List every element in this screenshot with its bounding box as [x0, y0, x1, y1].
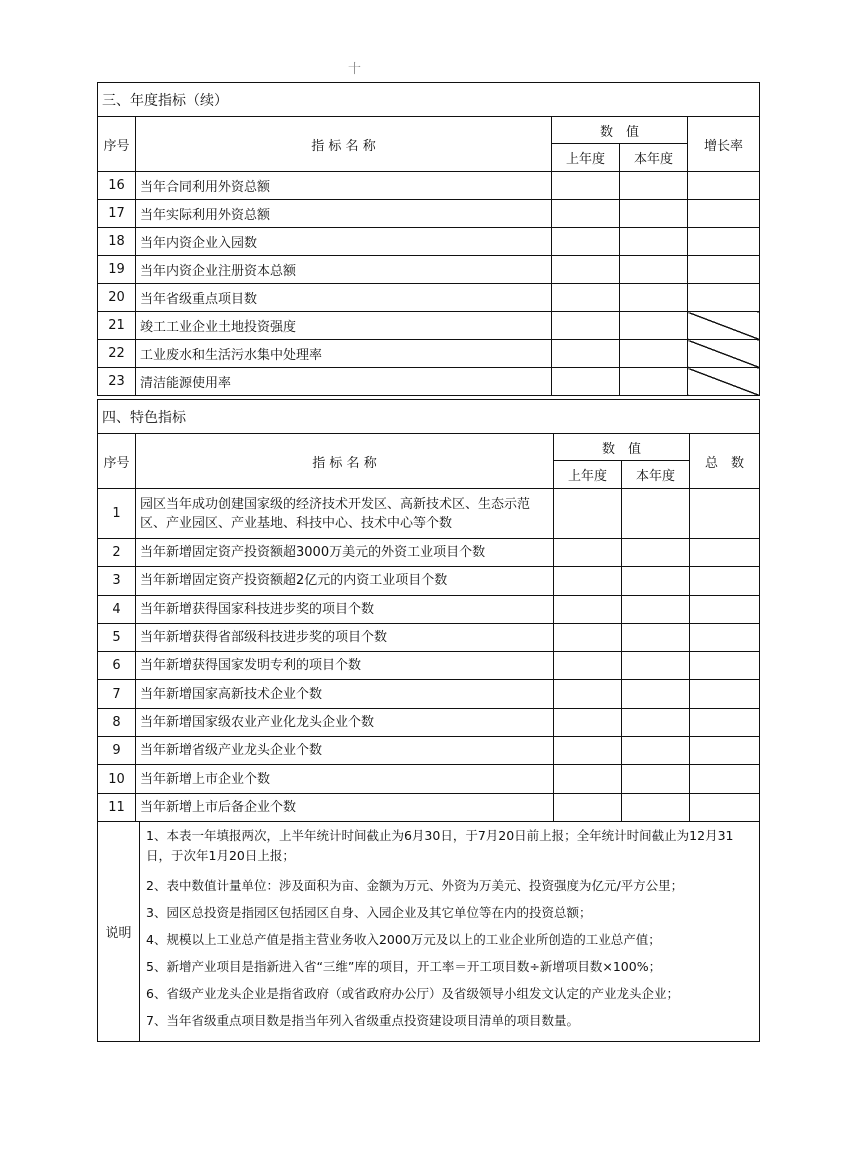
total-cell[interactable]: [690, 680, 760, 708]
col-values-header: 数 值: [554, 434, 690, 461]
row-indicator-name: 当年新增国家高新技术企业个数: [136, 680, 554, 708]
table-row: [98, 623, 760, 651]
last-year-cell[interactable]: [554, 539, 622, 567]
row-seq: 16: [98, 172, 136, 200]
this-year-cell[interactable]: [622, 765, 690, 793]
total-cell[interactable]: [690, 765, 760, 793]
row-seq: 18: [98, 228, 136, 256]
this-year-cell[interactable]: [620, 284, 688, 312]
growth-cell: [688, 368, 760, 396]
row-seq: 6: [98, 652, 136, 680]
row-seq: 20: [98, 284, 136, 312]
table-row: [98, 539, 760, 567]
last-year-cell[interactable]: [554, 793, 622, 821]
growth-cell[interactable]: [688, 284, 760, 312]
table-row: [98, 200, 760, 228]
last-year-cell[interactable]: [554, 652, 622, 680]
row-seq: 8: [98, 708, 136, 736]
last-year-cell[interactable]: [552, 284, 620, 312]
last-year-cell[interactable]: [552, 256, 620, 284]
row-indicator-name: 当年新增上市企业个数: [136, 765, 554, 793]
col-name-header: 指 标 名 称: [136, 434, 554, 489]
row-indicator-name: 工业废水和生活污水集中处理率: [136, 340, 552, 368]
row-seq: 22: [98, 340, 136, 368]
last-year-cell[interactable]: [554, 595, 622, 623]
table-row: [98, 228, 760, 256]
table-row: [98, 312, 760, 340]
total-cell[interactable]: [690, 539, 760, 567]
col-last-year-header: 上年度: [552, 144, 620, 172]
this-year-cell[interactable]: [622, 539, 690, 567]
row-indicator-name: 当年实际利用外资总额: [136, 200, 552, 228]
growth-cell[interactable]: [688, 172, 760, 200]
section4-title: 四、特色指标: [98, 400, 760, 434]
growth-cell[interactable]: [688, 256, 760, 284]
last-year-cell[interactable]: [554, 680, 622, 708]
total-cell[interactable]: [690, 595, 760, 623]
row-indicator-name: 当年新增获得省部级科技进步奖的项目个数: [136, 623, 554, 651]
last-year-cell[interactable]: [552, 200, 620, 228]
last-year-cell[interactable]: [554, 623, 622, 651]
row-indicator-name: 清洁能源使用率: [136, 368, 552, 396]
row-seq: 21: [98, 312, 136, 340]
growth-cell[interactable]: [688, 200, 760, 228]
note-item: 7、当年省级重点项目数是指当年列入省级重点投资建设项目清单的项目数量。: [146, 1013, 579, 1028]
last-year-cell[interactable]: [552, 368, 620, 396]
last-year-cell[interactable]: [552, 312, 620, 340]
note-item: 6、省级产业龙头企业是指省政府（或省政府办公厅）及省级领导小组发文认定的产业龙头企业；: [146, 986, 679, 1001]
this-year-cell[interactable]: [620, 256, 688, 284]
row-seq: 2: [98, 539, 136, 567]
this-year-cell[interactable]: [622, 680, 690, 708]
total-cell[interactable]: [690, 623, 760, 651]
col-total-header: 总 数: [690, 434, 760, 489]
row-seq: 4: [98, 595, 136, 623]
this-year-cell[interactable]: [620, 228, 688, 256]
note-item: 4、规模以上工业总产值是指主营业务收入2000万元及以上的工业企业所创造的工业总产值；: [146, 932, 661, 947]
table-row: [98, 708, 760, 736]
table-row: [98, 489, 760, 539]
feature-indicators-table: [97, 399, 760, 822]
this-year-cell[interactable]: [622, 737, 690, 765]
row-indicator-name: 当年合同利用外资总额: [136, 172, 552, 200]
row-indicator-name: 当年新增获得国家科技进步奖的项目个数: [136, 595, 554, 623]
section3-title: 三、年度指标（续）: [98, 83, 760, 117]
row-seq: 7: [98, 680, 136, 708]
table-row: [98, 793, 760, 821]
last-year-cell[interactable]: [554, 708, 622, 736]
last-year-cell[interactable]: [552, 340, 620, 368]
this-year-cell[interactable]: [620, 200, 688, 228]
last-year-cell[interactable]: [554, 489, 622, 539]
row-indicator-name: 当年新增上市后备企业个数: [136, 793, 554, 821]
row-indicator-name: 当年新增获得国家发明专利的项目个数: [136, 652, 554, 680]
last-year-cell[interactable]: [552, 228, 620, 256]
row-indicator-name: 当年新增国家级农业产业化龙头企业个数: [136, 708, 554, 736]
col-growth-header: 增长率: [688, 117, 760, 172]
this-year-cell[interactable]: [620, 312, 688, 340]
row-seq: 9: [98, 737, 136, 765]
note-item: 3、园区总投资是指园区包括园区自身、入园企业及其它单位等在内的投资总额；: [146, 905, 592, 920]
row-indicator-name: 当年内资企业注册资本总额: [136, 256, 552, 284]
last-year-cell[interactable]: [554, 737, 622, 765]
growth-cell: [688, 340, 760, 368]
row-indicator-name: 当年内资企业入园数: [136, 228, 552, 256]
table-row: [98, 340, 760, 368]
last-year-cell[interactable]: [554, 765, 622, 793]
table-row: [98, 172, 760, 200]
row-seq: 19: [98, 256, 136, 284]
growth-cell: [688, 312, 760, 340]
row-indicator-name: 当年新增省级产业龙头企业个数: [136, 737, 554, 765]
last-year-cell[interactable]: [552, 172, 620, 200]
notes-table: [97, 821, 760, 1042]
note-item: 2、表中数值计量单位：涉及面积为亩、金额为万元、外资为万美元、投资强度为亿元/平方公里；: [146, 878, 684, 893]
this-year-cell[interactable]: [622, 652, 690, 680]
table-row: [98, 567, 760, 595]
header-mark: 十: [348, 62, 362, 77]
table-row: [98, 368, 760, 396]
total-cell[interactable]: [690, 793, 760, 821]
this-year-cell[interactable]: [622, 595, 690, 623]
row-indicator-name: 当年省级重点项目数: [136, 284, 552, 312]
table-row: [98, 595, 760, 623]
growth-cell[interactable]: [688, 228, 760, 256]
notes-label: 说明: [98, 822, 140, 1042]
this-year-cell[interactable]: [620, 368, 688, 396]
last-year-cell[interactable]: [554, 567, 622, 595]
col-name-header: 指 标 名 称: [136, 117, 552, 172]
row-indicator-name: 当年新增固定资产投资额超3000万美元的外资工业项目个数: [136, 539, 554, 567]
table-row: [98, 652, 760, 680]
note-item: 1、本表一年填报两次，上半年统计时间截止为6月30日，于7月20日前上报；全年统计时间截止为12月31日，于次年1月20日上报；: [146, 828, 734, 863]
total-cell[interactable]: [690, 737, 760, 765]
row-seq: 11: [98, 793, 136, 821]
notes-content: [140, 822, 760, 1042]
row-seq: 5: [98, 623, 136, 651]
table-row: [98, 765, 760, 793]
this-year-cell[interactable]: [622, 567, 690, 595]
col-seq-header: 序号: [98, 434, 136, 489]
row-seq: 17: [98, 200, 136, 228]
note-item: 5、新增产业项目是指新进入省“三维”库的项目，开工率＝开工项目数÷新增项目数×100%；: [146, 959, 662, 974]
row-indicator-name: 园区当年成功创建国家级的经济技术开发区、高新技术区、生态示范区、产业园区、产业基地、科技中心、技术中心等个数: [136, 489, 554, 539]
this-year-cell[interactable]: [620, 340, 688, 368]
row-indicator-name: 当年新增固定资产投资额超2亿元的内资工业项目个数: [136, 567, 554, 595]
this-year-cell[interactable]: [622, 489, 690, 539]
total-cell[interactable]: [690, 489, 760, 539]
total-cell[interactable]: [690, 652, 760, 680]
col-last-year-header: 上年度: [554, 461, 622, 489]
this-year-cell[interactable]: [622, 623, 690, 651]
this-year-cell[interactable]: [620, 172, 688, 200]
table-row: [98, 284, 760, 312]
total-cell[interactable]: [690, 708, 760, 736]
row-seq: 10: [98, 765, 136, 793]
col-this-year-header: 本年度: [622, 461, 690, 489]
col-seq-header: 序号: [98, 117, 136, 172]
col-values-header: 数 值: [552, 117, 688, 144]
table-row: [98, 680, 760, 708]
row-seq: 23: [98, 368, 136, 396]
total-cell[interactable]: [690, 567, 760, 595]
row-indicator-name: 竣工工业企业土地投资强度: [136, 312, 552, 340]
row-seq: 1: [98, 489, 136, 539]
this-year-cell[interactable]: [622, 793, 690, 821]
table-row: [98, 737, 760, 765]
row-seq: 3: [98, 567, 136, 595]
table-row: [98, 256, 760, 284]
this-year-cell[interactable]: [622, 708, 690, 736]
col-this-year-header: 本年度: [620, 144, 688, 172]
annual-indicators-table: [97, 82, 760, 396]
